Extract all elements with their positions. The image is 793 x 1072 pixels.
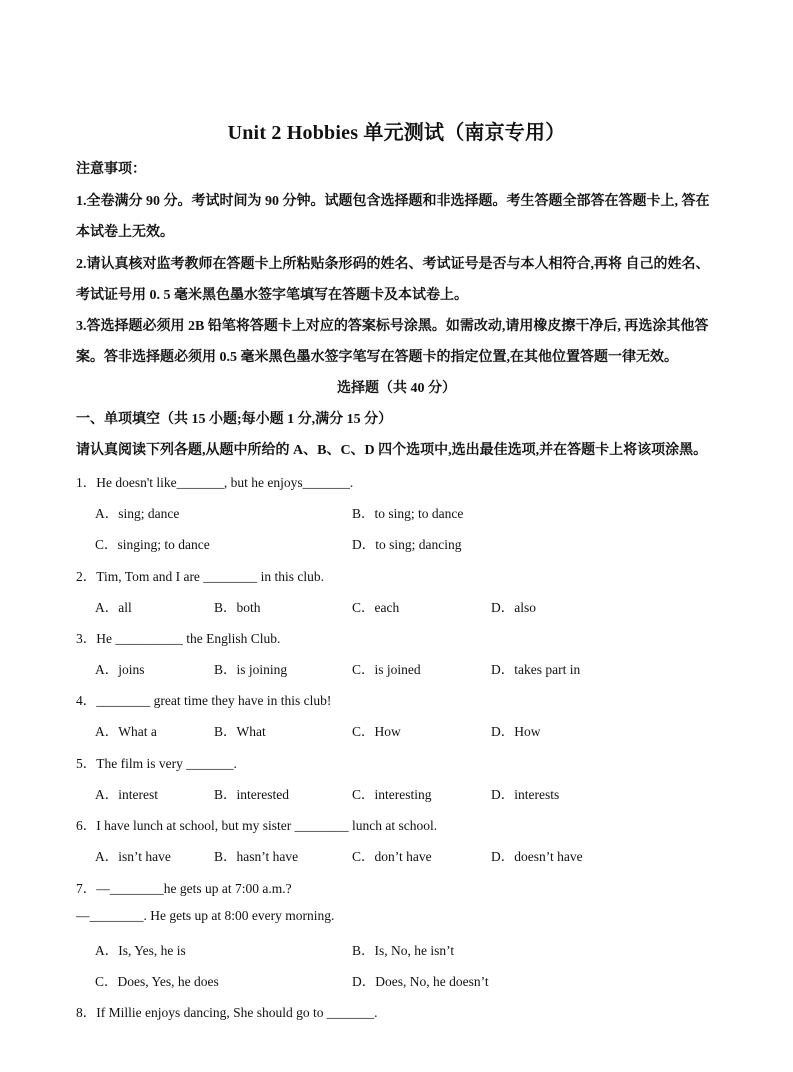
question-2-option-d: D．also	[491, 600, 536, 615]
question-1-option-d: D．to sing; dancing	[352, 537, 462, 552]
question-4-option-c: C．How	[352, 724, 401, 739]
notice-item-1-line-1: 1.全卷满分 90 分。考试时间为 90 分钟。试题包含选择题和非选择题。考生答题全部答在答题卡上, 答在	[76, 194, 710, 209]
notice-heading: 注意事项：	[76, 162, 146, 177]
question-3-option-c: C．is joined	[352, 662, 421, 677]
question-2-option-a: A．all	[95, 600, 132, 615]
question-4-stem: 4．________ great time they have in this club!	[76, 693, 332, 708]
question-5-option-a: A．interest	[95, 787, 158, 802]
question-6-option-a: A．isn’t have	[95, 849, 171, 864]
question-7-option-b: B．Is, No, he isn’t	[352, 943, 455, 958]
question-3-option-b: B．is joining	[214, 662, 288, 677]
question-8-stem: 8．If Millie enjoys dancing, She should go to _______.	[76, 1005, 378, 1020]
question-5-stem: 5．The film is very _______.	[76, 756, 237, 771]
question-6-stem: 6．I have lunch at school, but my sister ________ lunch at school.	[76, 818, 438, 833]
notice-item-1-line-2: 本试卷上无效。	[76, 225, 174, 240]
question-5-option-c: C．interesting	[352, 787, 432, 802]
question-3-stem: 3．He __________ the English Club.	[76, 631, 281, 646]
question-3-option-d: D．takes part in	[491, 662, 581, 677]
question-5-option-d: D．interests	[491, 787, 560, 802]
question-3-option-a: A．joins	[95, 662, 145, 677]
question-6-option-b: B．hasn’t have	[214, 849, 299, 864]
notice-item-3-line-1: 3.答选择题必须用 2B 铅笔将答题卡上对应的答案标号涂黑。如需改动,请用橡皮擦干净后, 再选涂其他答	[76, 319, 709, 334]
notice-item-2-line-2: 考试证号用 0. 5 毫米黑色墨水签字笔填写在答题卡及本试卷上。	[76, 288, 468, 303]
question-7-option-c: C．Does, Yes, he does	[95, 974, 219, 989]
question-1-stem: 1．He doesn't like_______, but he enjoys_______.	[76, 475, 354, 490]
question-4-option-a: A．What a	[95, 724, 157, 739]
question-6-option-c: C．don’t have	[352, 849, 432, 864]
question-1-option-a: A．sing; dance	[95, 506, 180, 521]
question-1-option-b: B．to sing; to dance	[352, 506, 464, 521]
question-7-stem-response: —________. He gets up at 8:00 every morning.	[76, 908, 335, 923]
question-4-option-d: D．How	[491, 724, 541, 739]
question-7-option-d: D．Does, No, he doesn’t	[352, 974, 489, 989]
question-6-option-d: D．doesn’t have	[491, 849, 583, 864]
notice-item-2-line-1: 2.请认真核对监考教师在答题卡上所粘贴条形码的姓名、考试证号是否与本人相符合,再将 自己的姓名、	[76, 257, 710, 272]
question-7-stem: 7．—________he gets up at 7:00 a.m.?	[76, 881, 292, 896]
question-5-option-b: B．interested	[214, 787, 289, 802]
question-2-stem: 2．Tim, Tom and I are ________ in this club.	[76, 569, 325, 584]
section-heading: 选择题（共 40 分）	[337, 381, 456, 396]
question-1-option-c: C．singing; to dance	[95, 537, 210, 552]
page-title: Unit 2 Hobbies 单元测试（南京专用）	[227, 122, 566, 144]
question-2-option-b: B．both	[214, 600, 261, 615]
notice-item-3-line-2: 案。答非选择题必须用 0.5 毫米黑色墨水签字笔写在答题卡的指定位置,在其他位置答题一律无效。	[76, 350, 678, 365]
part-heading: 一、单项填空（共 15 小题;每小题 1 分,满分 15 分）	[76, 412, 393, 427]
question-2-option-c: C．each	[352, 600, 400, 615]
instruction-text: 请认真阅读下列各题,从题中所给的 A、B、C、D 四个选项中,选出最佳选项,并在答题卡上将该项涂黑。	[76, 443, 708, 458]
question-4-option-b: B．What	[214, 724, 266, 739]
question-7-option-a: A．Is, Yes, he is	[95, 943, 186, 958]
